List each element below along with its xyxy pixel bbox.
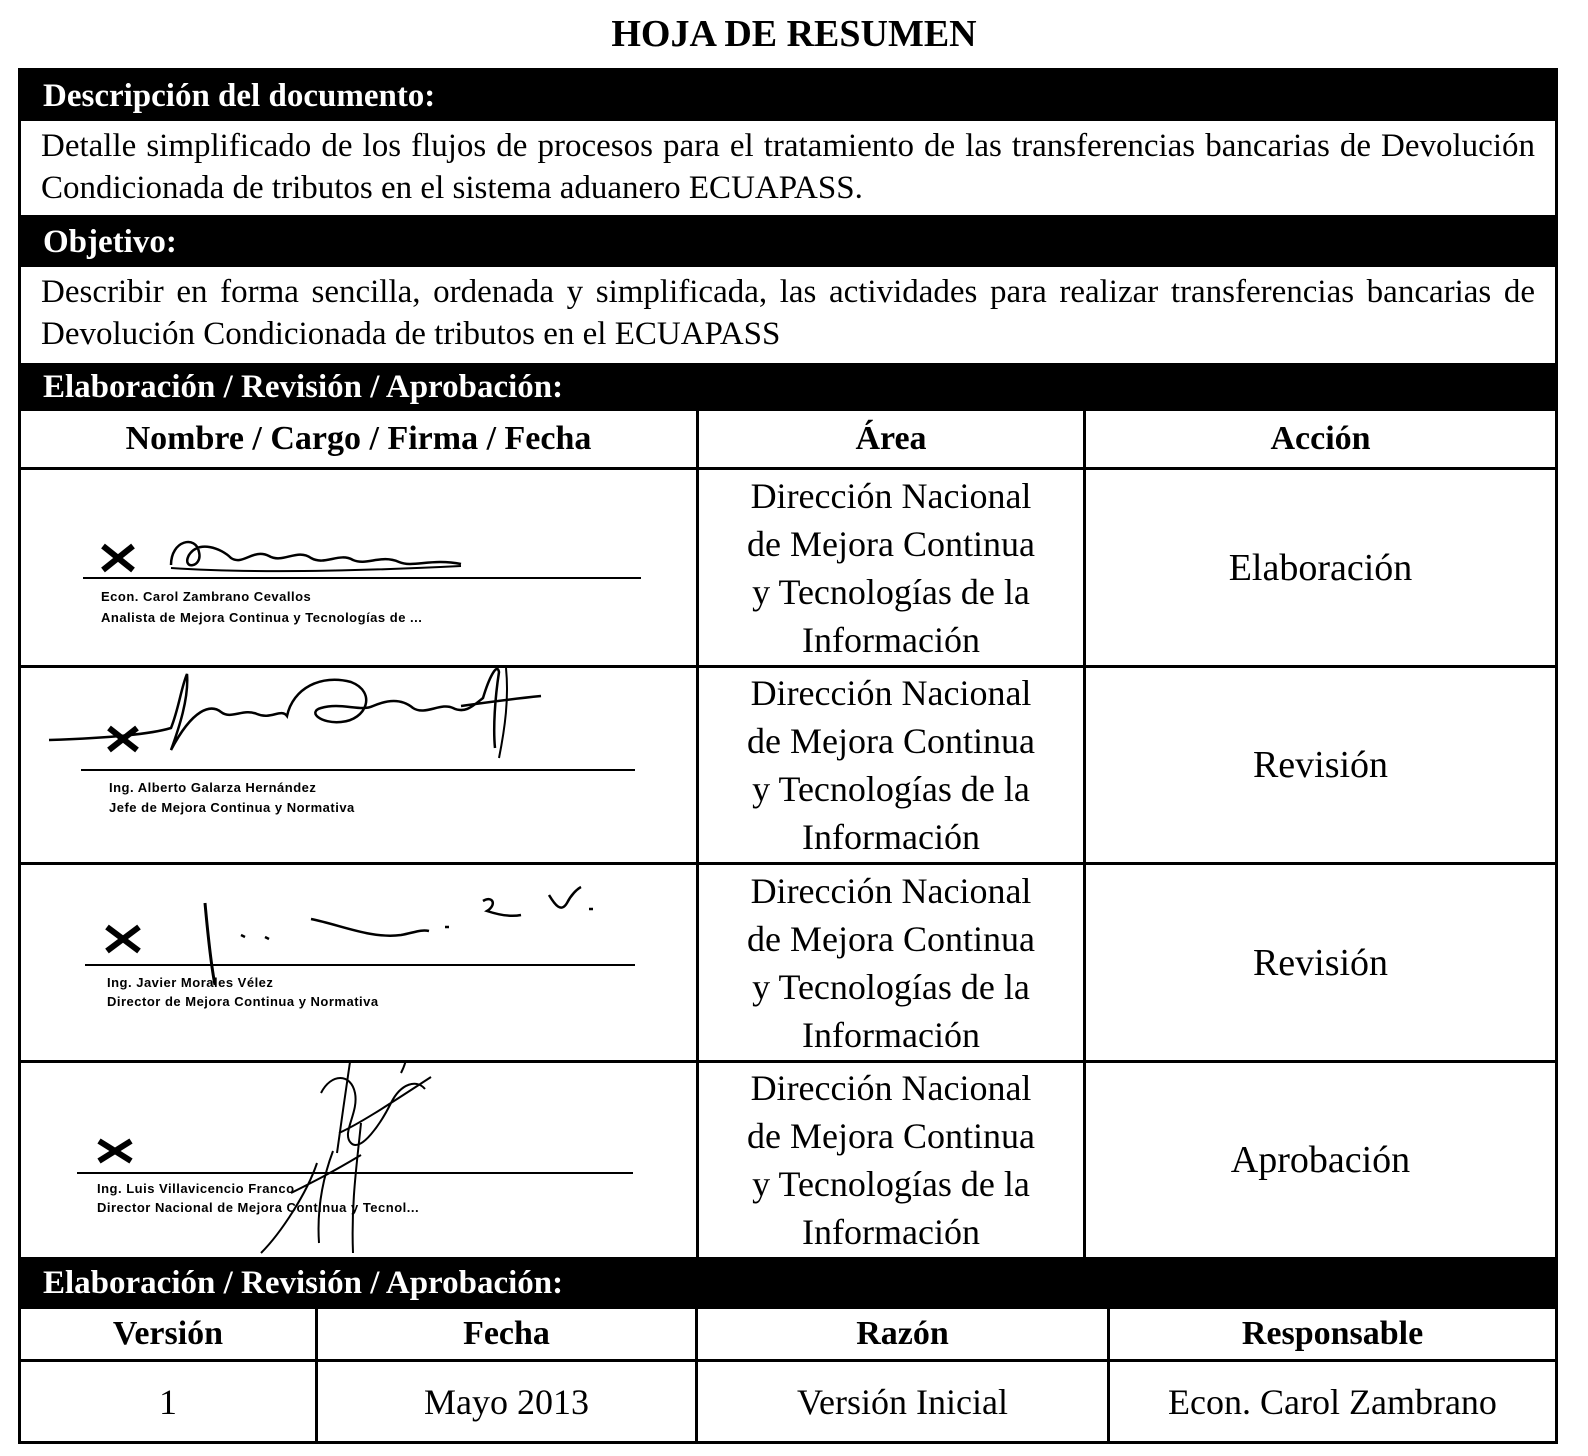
- signature-1-image: [21, 470, 696, 665]
- divider: [695, 1309, 698, 1441]
- area-line: Información: [802, 817, 980, 857]
- column-header-version: Versión: [112, 1315, 224, 1352]
- signature-4-image: [21, 1063, 696, 1257]
- divider: [1107, 1309, 1110, 1441]
- razon-value: Versión Inicial: [797, 1381, 1008, 1422]
- divider: [1083, 411, 1086, 1257]
- divider: [315, 1309, 318, 1441]
- signatory-name: Ing. Alberto Galarza Hernández: [109, 780, 317, 795]
- column-header-fecha: Fecha: [463, 1315, 550, 1352]
- aprobaciones-heading: Elaboración / Revisión / Aprobación:: [21, 363, 1555, 411]
- column-header-accion: Acción: [1270, 420, 1371, 457]
- column-header-nombre: Nombre / Cargo / Firma / Fecha: [125, 420, 592, 457]
- area-line: Información: [802, 619, 980, 660]
- area-line: y Tecnologías de la: [752, 571, 1030, 612]
- area-line: y Tecnologías de la: [752, 966, 1030, 1007]
- version-value: 1: [159, 1381, 177, 1422]
- accion-cell: Aprobación: [1230, 1139, 1411, 1181]
- signature-cell: [21, 1063, 696, 1257]
- descripcion-heading: Descripción del documento:: [21, 71, 1555, 121]
- area-line: de Mejora Continua: [747, 523, 1035, 564]
- objetivo-text: Describir en forma sencilla, ordenada y simplificada, las actividades para realizar transferencias bancarias de Devolución Condicionada de tributos en el ECUAPASS: [41, 274, 1535, 352]
- objetivo-heading: Objetivo:: [21, 218, 1555, 267]
- area-line: Dirección Nacional: [750, 475, 1032, 516]
- area-cell: [699, 865, 1083, 1060]
- descripcion-text: Detalle simplificado de los flujos de procesos para el tratamiento de las transferencias bancarias de Devolución Condicionada de tributos en el sistema aduanero ECUAPASS.: [41, 128, 1535, 206]
- divider: [696, 411, 699, 1257]
- area-cell: [699, 470, 1083, 665]
- area-line: de Mejora Continua: [747, 918, 1035, 959]
- accion-cell: Revisión: [1252, 941, 1389, 984]
- column-header-responsable: Responsable: [1241, 1315, 1424, 1352]
- signatory-role: Analista de Mejora Continua y Tecnologías de ...: [101, 610, 423, 625]
- summary-table: [18, 68, 1558, 1444]
- signature-cell: [21, 470, 696, 665]
- signature-cell: [21, 668, 696, 862]
- area-line: y Tecnologías de la: [752, 769, 1030, 809]
- signatory-name: Ing. Javier Morales Vélez: [107, 975, 274, 990]
- area-line: de Mejora Continua: [747, 1116, 1035, 1156]
- area-cell: [699, 668, 1083, 862]
- area-cell: [699, 1063, 1083, 1257]
- fecha-value: Mayo 2013: [424, 1381, 589, 1422]
- responsable-value: Econ. Carol Zambrano: [1168, 1381, 1497, 1422]
- signatory-name: Ing. Luis Villavicencio Franco: [97, 1181, 295, 1196]
- area-line: Dirección Nacional: [750, 870, 1032, 911]
- accion-cell: Elaboración: [1228, 546, 1413, 589]
- signature-2-image: [21, 668, 696, 862]
- area-line: Dirección Nacional: [750, 673, 1032, 713]
- signatory-role: Jefe de Mejora Continua y Normativa: [109, 800, 355, 815]
- signature-cell: [21, 865, 696, 1060]
- signatory-name: Econ. Carol Zambrano Cevallos: [101, 589, 312, 604]
- column-header-area: Área: [855, 420, 927, 457]
- area-line: de Mejora Continua: [747, 721, 1035, 761]
- signatory-role: Director de Mejora Continua y Normativa: [107, 994, 379, 1009]
- column-header-razon: Razón: [856, 1315, 949, 1352]
- signatory-role: Director Nacional de Mejora Continua y Tecnol...: [97, 1200, 420, 1215]
- area-line: y Tecnologías de la: [752, 1164, 1030, 1204]
- versiones-heading: Elaboración / Revisión / Aprobación:: [21, 1257, 1555, 1309]
- area-line: Información: [802, 1014, 980, 1055]
- area-line: Dirección Nacional: [750, 1068, 1032, 1108]
- area-line: Información: [802, 1212, 980, 1252]
- page-title: HOJA DE RESUMEN: [611, 13, 977, 55]
- accion-cell: Revisión: [1252, 744, 1389, 786]
- signature-3-image: [21, 865, 696, 1060]
